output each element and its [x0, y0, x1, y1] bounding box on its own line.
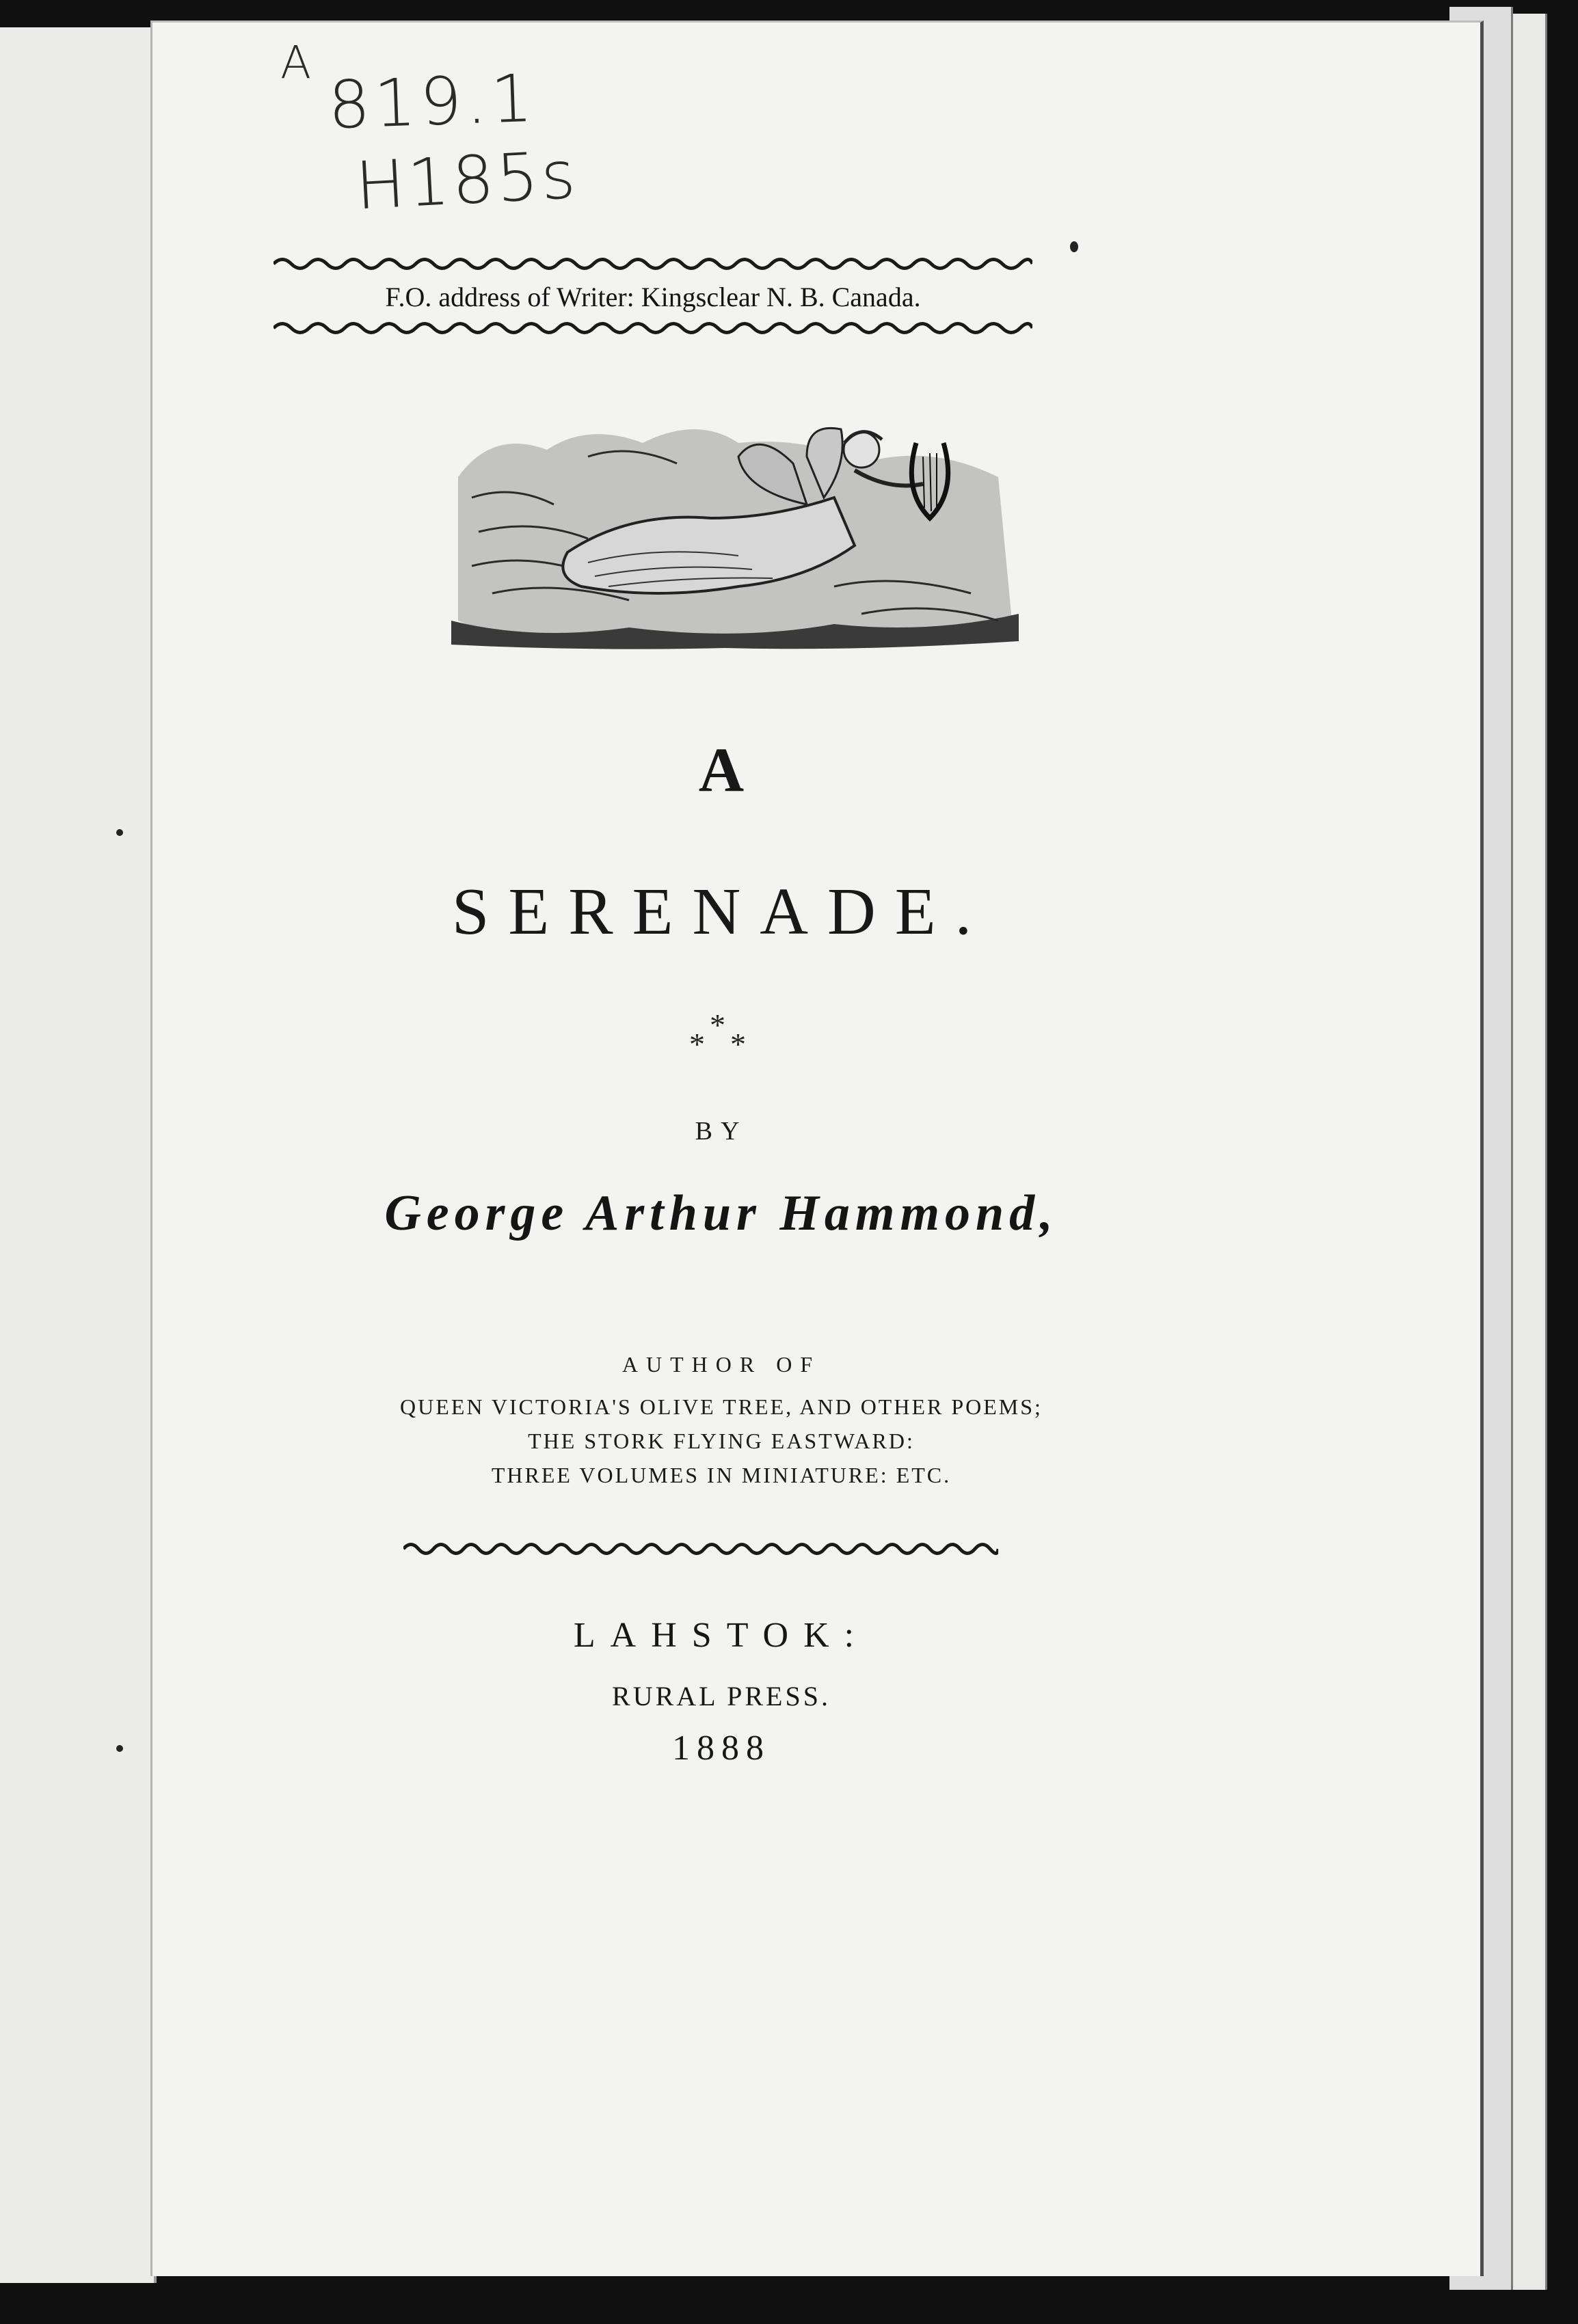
works-item: THE STORK FLYING EASTWARD: — [528, 1429, 915, 1453]
author-name: George Arthur Hammond, — [384, 1185, 1058, 1241]
asterism-star: * — [689, 1027, 705, 1062]
ink-speck — [116, 1745, 123, 1752]
wavy-divider — [403, 1540, 998, 1558]
wavy-rule-top — [273, 255, 1032, 273]
cover-strip — [0, 27, 157, 2283]
wavy-rule-bottom — [273, 319, 1032, 337]
title-page — [150, 21, 1484, 2276]
ink-speck — [1070, 241, 1078, 252]
title-article: A — [698, 735, 745, 805]
works-item: THREE VOLUMES IN MINIATURE: ETC. — [491, 1463, 952, 1487]
address-text: F.O. address of Writer: Kingsclear N. B. Canada. — [385, 282, 921, 312]
asterism-ornament — [684, 1007, 759, 1062]
author-of-label: AUTHOR OF — [621, 1352, 821, 1377]
asterism-star: * — [730, 1027, 746, 1062]
by-line: BY — [695, 1117, 748, 1146]
handwritten-letter: A — [280, 36, 312, 89]
page-title: SERENADE. — [451, 875, 991, 949]
ink-speck — [116, 829, 123, 836]
fairy-with-lyre-engraving — [451, 416, 1019, 651]
address-label — [273, 255, 1032, 337]
works-list — [150, 1390, 1292, 1492]
imprint-year: 1888 — [672, 1729, 771, 1768]
works-item: QUEEN VICTORIA'S OLIVE TREE, AND OTHER POEMS; — [400, 1394, 1043, 1419]
page-gutter-line — [150, 23, 152, 2276]
asterism-star: * — [710, 1008, 725, 1042]
imprint-place: LAHSTOK: — [573, 1616, 870, 1655]
imprint-press: RURAL PRESS. — [612, 1681, 831, 1712]
handwritten-class-number: 819.1 — [327, 59, 538, 144]
handwritten-cutter-number: H185s — [353, 136, 580, 225]
